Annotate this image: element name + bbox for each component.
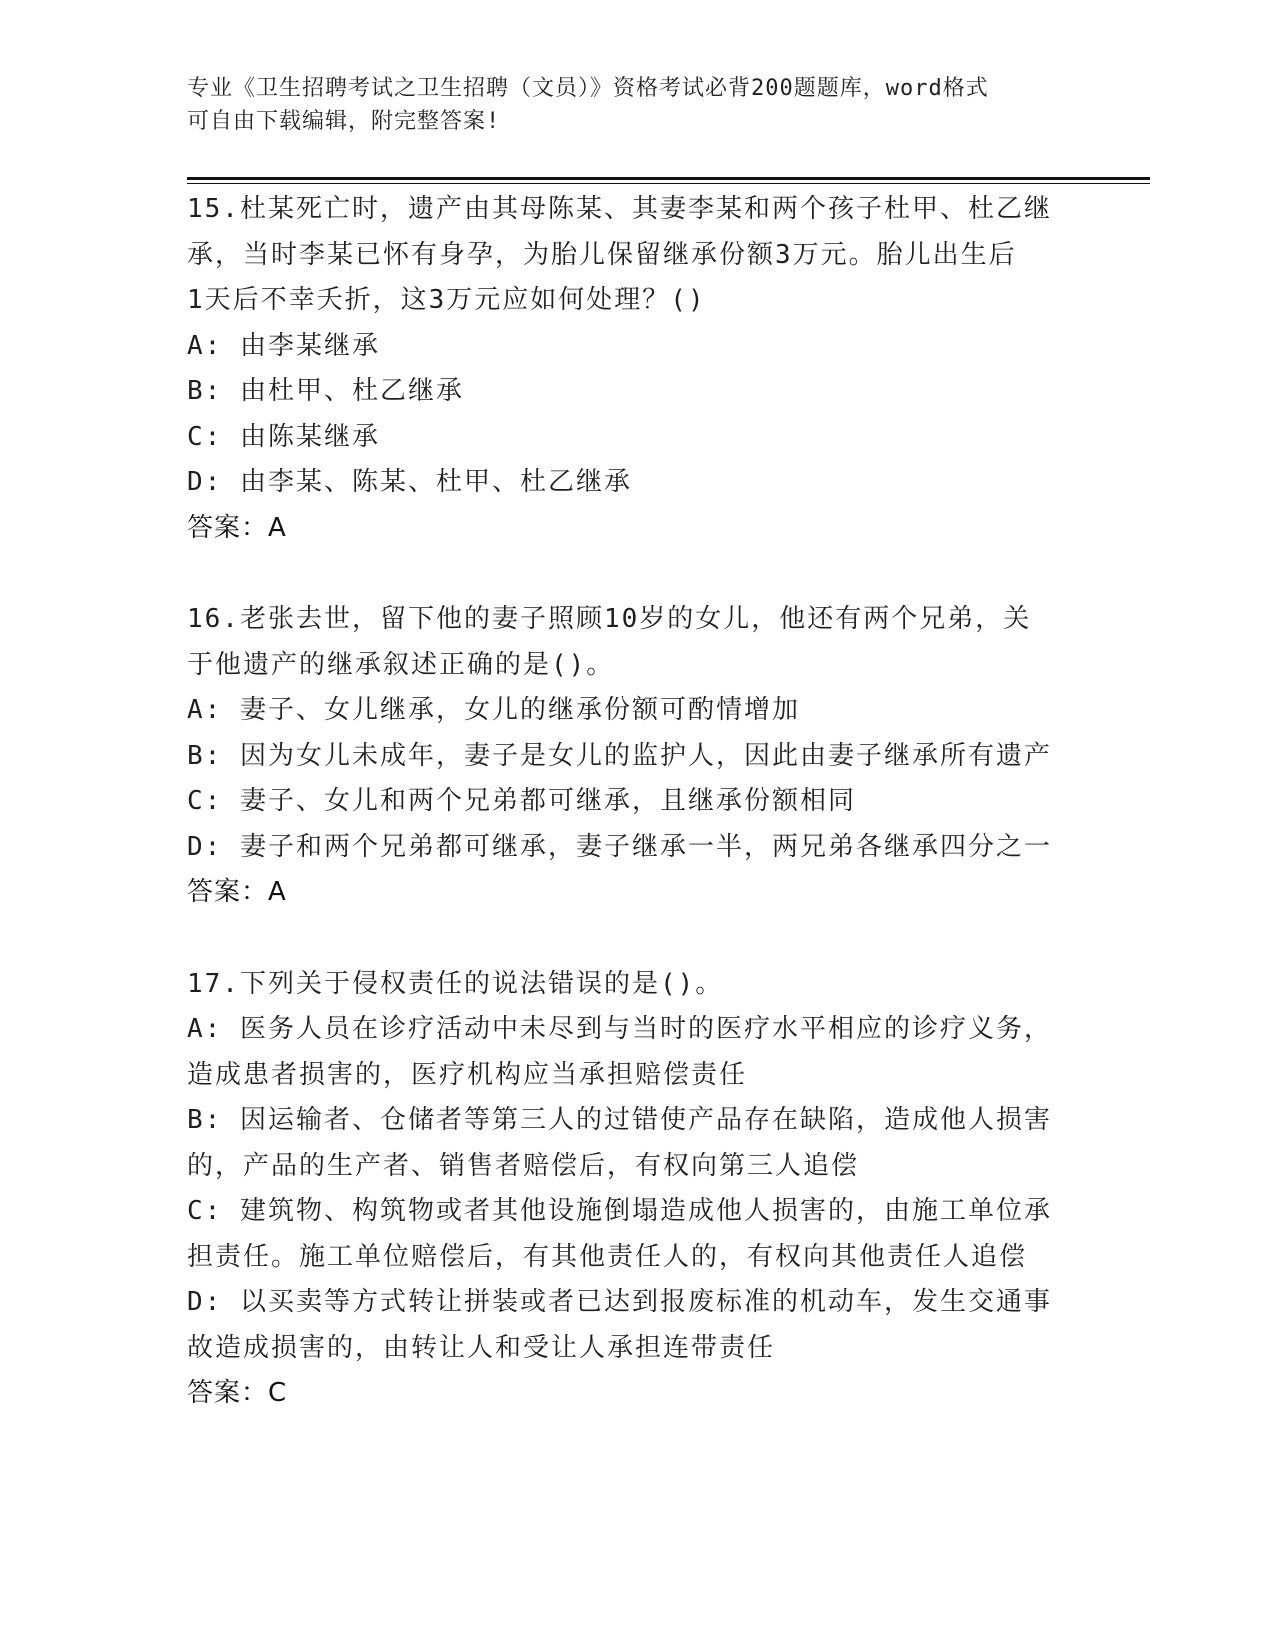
answer-label: 答案：A [187,512,287,543]
option-a: A: 医务人员在诊疗活动中未尽到与当时的医疗水平相应的诊疗义务， [187,1014,1052,1044]
option-a-continued: 造成患者损害的，医疗机构应当承担赔偿责任 [187,1059,748,1090]
document-header [187,72,1087,138]
option-b: B: 由杜甲、杜乙继承 [187,376,464,406]
option-d: D: 以买卖等方式转让拼装或者已达到报废标准的机动车，发生交通事 [187,1287,1052,1317]
question-block [187,597,1087,916]
option-c: C: 妻子、女儿和两个兄弟都可继承，且继承份额相同 [187,786,856,816]
question-stem-line: 承，当时李某已怀有身孕，为胎儿保留继承份额3万元。胎儿出生后 [187,239,1017,270]
option-b: B: 因为女儿未成年，妻子是女儿的监护人，因此由妻子继承所有遗产 [187,740,1052,771]
header-line: 可自由下载编辑，附完整答案! [187,109,501,134]
option-c-continued: 担责任。施工单位赔偿后，有其他责任人的，有权向其他责任人追偿 [187,1241,1028,1272]
option-c: C: 建筑物、构筑物或者其他设施倒塌造成他人损害的，由施工单位承 [187,1196,1052,1226]
header-rule [187,177,1150,180]
option-c: C: 由陈某继承 [187,421,380,452]
question-stem-line: 17.下列关于侵权责任的说法错误的是()。 [187,968,724,999]
option-d-continued: 故造成损害的，由转让人和受让人承担连带责任 [187,1332,776,1363]
option-a: A: 妻子、女儿继承，女儿的继承份额可酌情增加 [187,695,800,725]
option-a: A: 由李某继承 [187,330,380,361]
question-stem-line: 15.杜某死亡时，遗产由其母陈某、其妻李某和两个孩子杜甲、杜乙继 [187,194,1052,224]
question-block [187,187,1087,551]
option-b-continued: 的，产品的生产者、销售者赔偿后，有权向第三人追偿 [187,1150,860,1181]
option-d: D: 妻子和两个兄弟都可继承，妻子继承一半，两兄弟各继承四分之一 [187,831,1052,862]
header-rule-thin [187,183,1150,184]
answer-label: 答案：A [187,877,287,907]
question-stem-line: 1天后不幸夭折，这3万元应如何处理？() [187,285,706,315]
option-b: B: 因运输者、仓储者等第三人的过错使产品存在缺陷，造成他人损害 [187,1105,1052,1135]
question-list [187,187,1087,1463]
question-stem-line: 16.老张去世，留下他的妻子照顾10岁的女儿，他还有两个兄弟，关 [187,604,1032,634]
question-block [187,962,1087,1417]
question-stem-line: 于他遗产的继承叙述正确的是()。 [187,649,615,680]
option-d: D: 由李某、陈某、杜甲、杜乙继承 [187,467,632,497]
header-line: 专业《卫生招聘考试之卫生招聘（文员）》资格考试必背200题题库，word格式 [187,76,989,101]
answer-label: 答案：C [187,1378,288,1408]
